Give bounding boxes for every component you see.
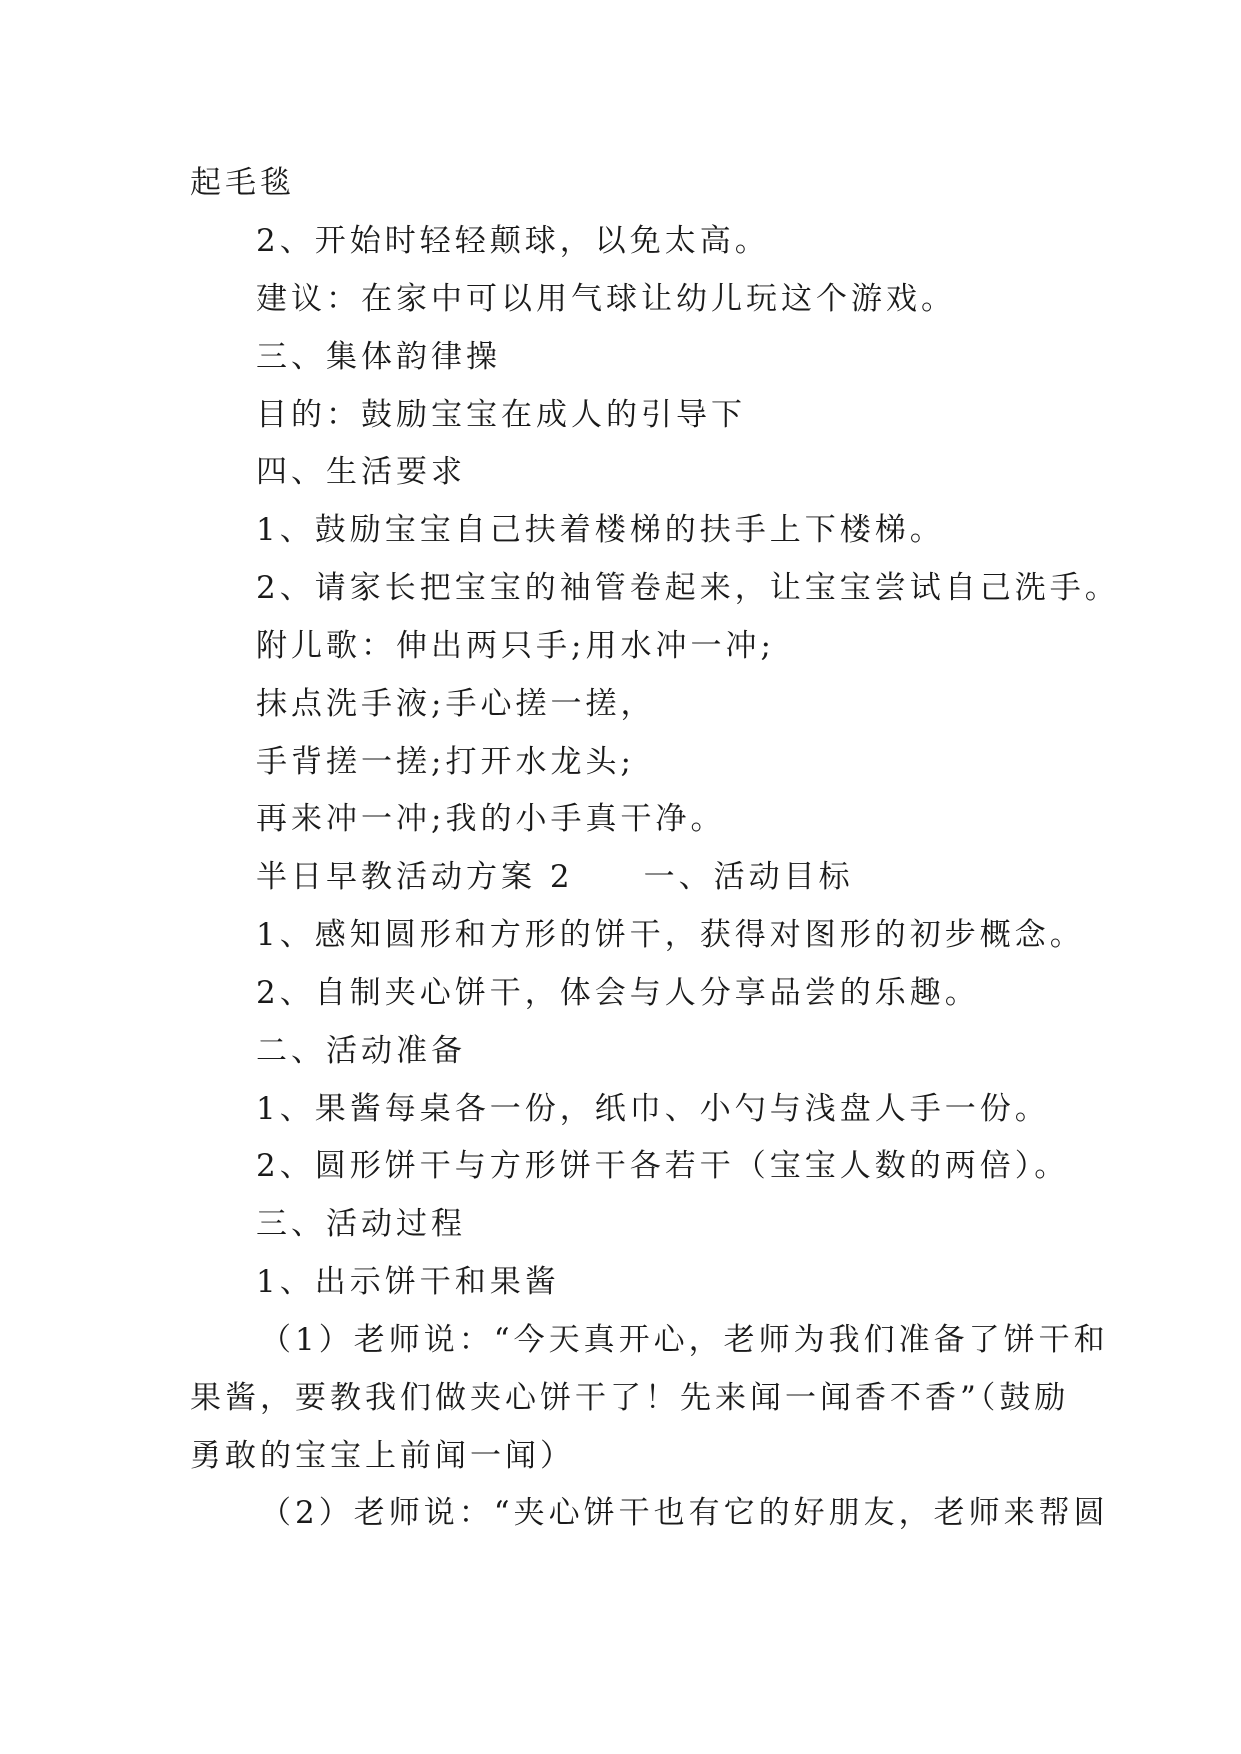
text-line: 1、出示饼干和果酱 xyxy=(256,1264,560,1300)
text-line: （1）老师说：“今天真开心，老师为我们准备了饼干和 xyxy=(260,1322,1109,1358)
section-heading: 半日早教活动方案 2 一、活动目标 xyxy=(256,859,854,895)
text-line: 果酱，要教我们做夹心饼干了！先来闻一闻香不香”（鼓励 xyxy=(190,1380,1070,1416)
text-line: 1、感知圆形和方形的饼干，获得对图形的初步概念。 xyxy=(256,917,1085,953)
text-line: 附儿歌：伸出两只手;用水冲一冲; xyxy=(256,628,775,664)
section-heading: 三、活动过程 xyxy=(256,1206,466,1242)
text-line: 1、鼓励宝宝自己扶着楼梯的扶手上下楼梯。 xyxy=(256,512,945,548)
text-line: 再来冲一冲;我的小手真干净。 xyxy=(256,801,726,837)
text-line: 勇敢的宝宝上前闻一闻） xyxy=(190,1438,575,1474)
text-line: 起毛毯 xyxy=(190,165,295,201)
text-line: 2、圆形饼干与方形饼干各若干（宝宝人数的两倍）。 xyxy=(256,1148,1070,1184)
section-heading: 四、生活要求 xyxy=(256,454,466,490)
text-line: 2、请家长把宝宝的袖管卷起来，让宝宝尝试自己洗手。 xyxy=(256,570,1120,606)
text-line: （2）老师说：“夹心饼干也有它的好朋友，老师来帮圆 xyxy=(260,1495,1109,1531)
section-heading: 三、集体韵律操 xyxy=(256,339,501,375)
text-line: 建议：在家中可以用气球让幼儿玩这个游戏。 xyxy=(256,281,956,317)
text-line: 2、自制夹心饼干，体会与人分享品尝的乐趣。 xyxy=(256,975,980,1011)
text-line: 抹点洗手液;手心搓一搓， xyxy=(256,686,656,722)
text-line: 2、开始时轻轻颠球，以免太高。 xyxy=(256,223,770,259)
text-line: 目的：鼓励宝宝在成人的引导下 xyxy=(256,397,746,433)
text-line: 1、果酱每桌各一份，纸巾、小勺与浅盘人手一份。 xyxy=(256,1091,1050,1127)
section-heading: 二、活动准备 xyxy=(256,1033,466,1069)
text-line: 手背搓一搓;打开水龙头; xyxy=(256,744,635,780)
